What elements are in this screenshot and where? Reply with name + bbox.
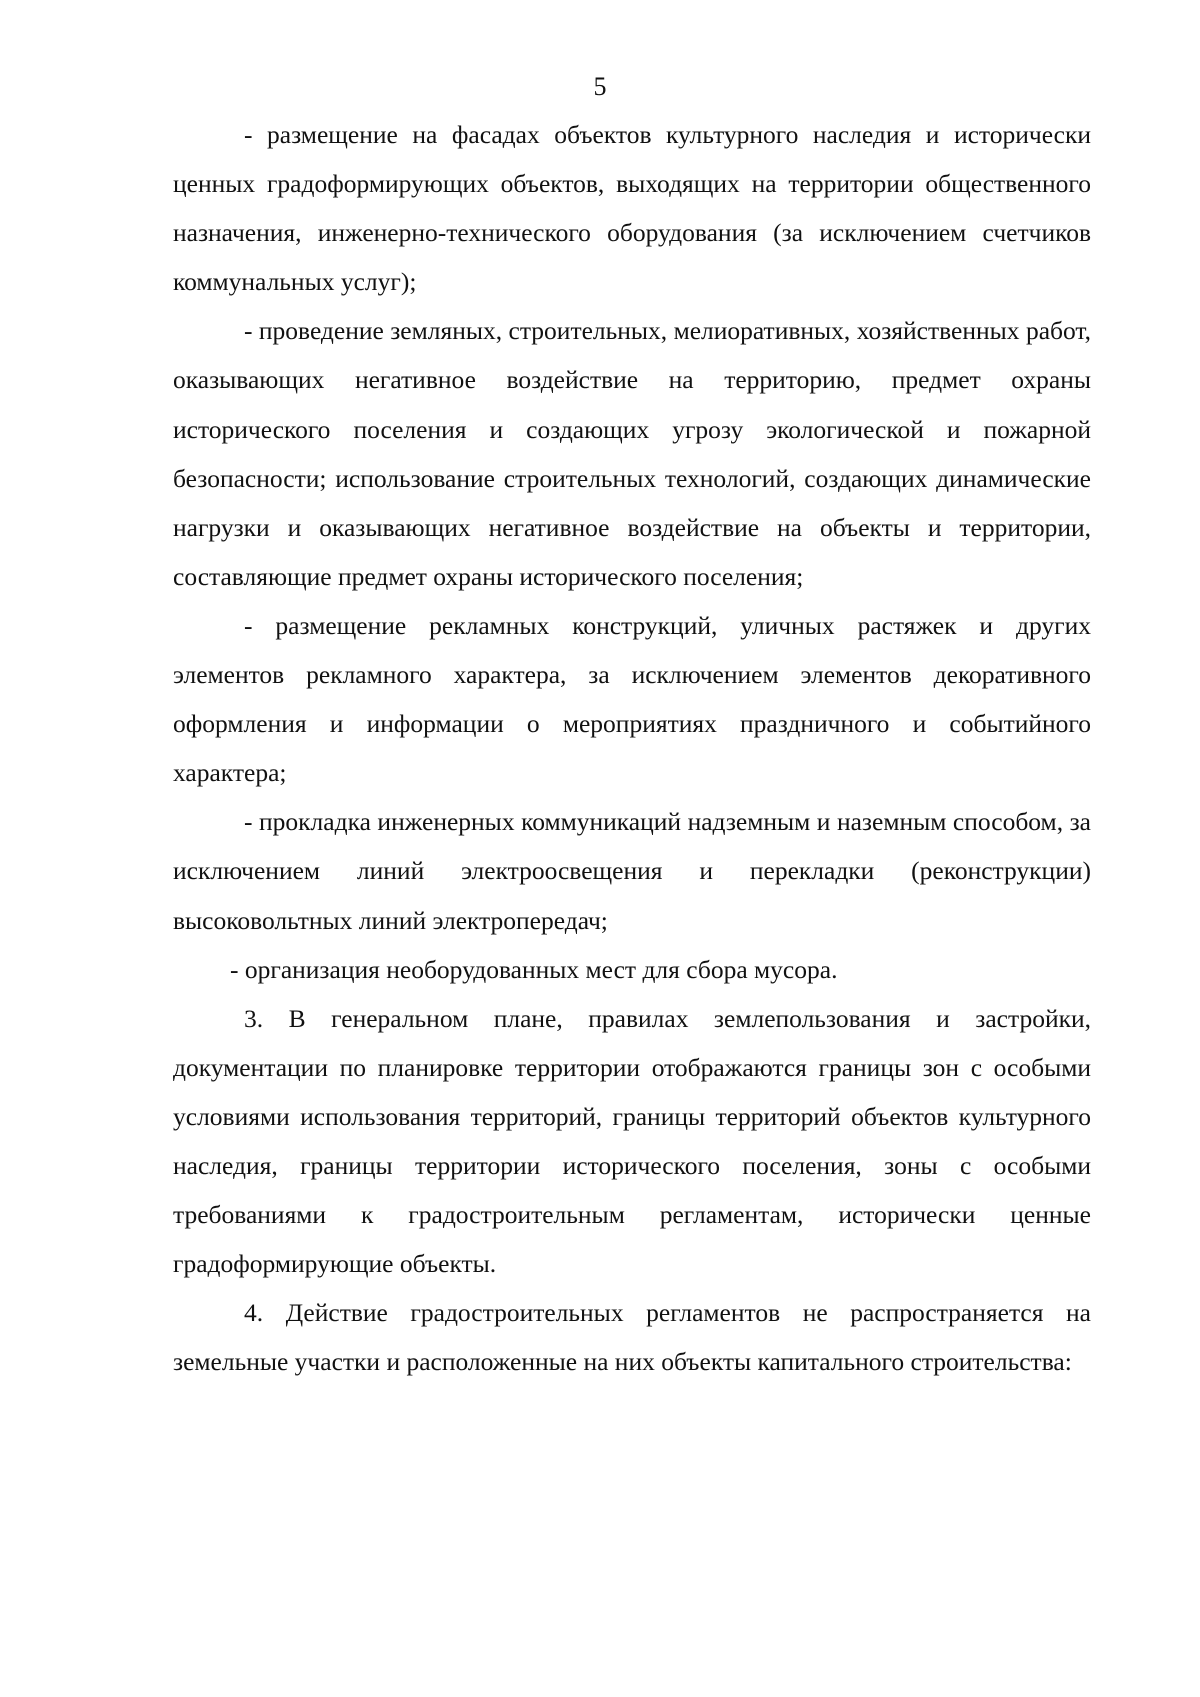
paragraph-advertising: - размещение рекламных конструкций, уличных растяжек и других элементов рекламного характера, за исключением элементов декоративного оформления и информации о мероприятиях праздничного и событийного характера; — [173, 610, 1091, 788]
page-number: 5 — [593, 72, 607, 101]
paragraph-facade-equipment: - размещение на фасадах объектов культурного наследия и исторически ценных градоформирующих объектов, выходящих на территории общественного назначения, инженерно-технического оборудования (за исключением счетчиков коммунальных услуг); — [173, 120, 1091, 297]
paragraph-earthworks: - проведение земляных, строительных, мелиоративных, хозяйственных работ, оказывающих негативное воздействие на территорию, предмет охраны исторического поселения и создающих угрозу экологической и пожарной безопасности; использование строительных технологий, создающих динамические нагрузки и оказывающих негативное воздействие на объекты и территории, составляющие предмет охраны исторического поселения; — [173, 316, 1091, 591]
document-body — [173, 110, 1091, 1386]
paragraph-section-3: 3. В генеральном плане, правилах землепользования и застройки, документации по планировке территории отображаются границы зон с особыми условиями использования территорий, границы территорий объектов культурного наследия, границы территории исторического поселения, зоны с особыми требованиями к градостроительным регламентам, исторически ценные градоформирующие объекты. — [173, 1003, 1091, 1279]
paragraph-utilities: - прокладка инженерных коммуникаций надземным и наземным способом, за исключением линий электроосвещения и перекладки (реконструкции) высоковольтных линий электропередач; — [173, 807, 1091, 935]
paragraph-section-4: 4. Действие градостроительных регламентов не распространяется на земельные участки и расположенные на них объекты капитального строительства: — [173, 1298, 1091, 1377]
paragraph-garbage: - организация необорудованных мест для сбора мусора. — [230, 954, 838, 984]
